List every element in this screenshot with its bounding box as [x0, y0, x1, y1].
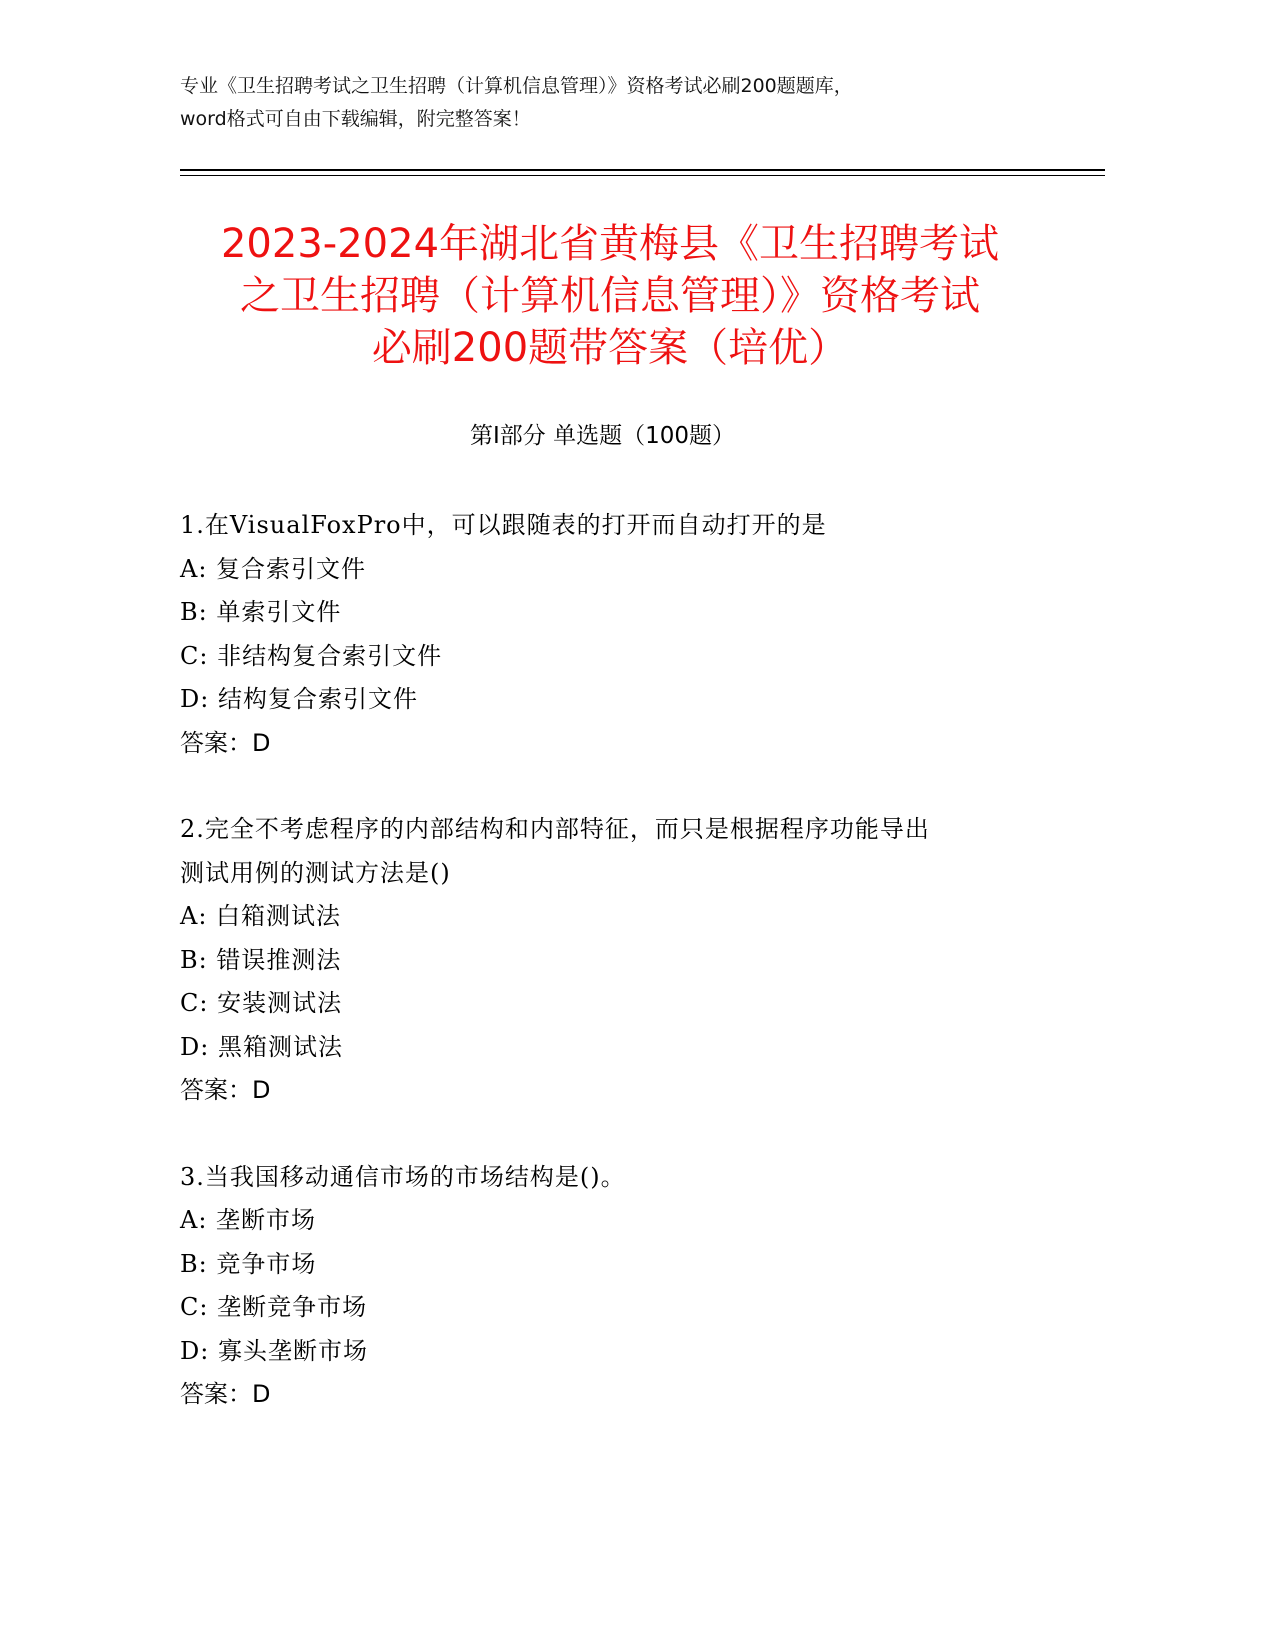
title-line-3: 必刷200题带答案（培优）	[371, 325, 849, 371]
header-divider-thick	[180, 169, 1105, 171]
header-divider-thin	[180, 175, 1105, 176]
option-b: B: 单索引文件	[180, 598, 342, 626]
option-d: D: 黑箱测试法	[180, 1032, 343, 1061]
option-a: A: 复合索引文件	[180, 554, 367, 583]
question-stem: 3.当我国移动通信市场的市场结构是()。	[180, 1162, 626, 1191]
option-c: C: 安装测试法	[180, 989, 343, 1017]
option-b: B: 竞争市场	[180, 1249, 317, 1278]
header-note-line-2: word格式可自由下载编辑，附完整答案！	[180, 108, 531, 130]
question-3	[180, 1156, 1060, 1417]
title-line-1: 2023-2024年湖北省黄梅县《卫生招聘考试	[220, 221, 1000, 267]
title-line-2: 之卫生招聘（计算机信息管理）》资格考试	[240, 273, 980, 319]
question-1	[180, 504, 1060, 765]
header-note	[180, 70, 1080, 136]
section-heading: 第Ⅰ部分 单选题（100题）	[470, 423, 735, 449]
option-d: D: 结构复合索引文件	[180, 685, 418, 713]
question-stem-continued: 测试用例的测试方法是()	[180, 858, 451, 887]
question-stem: 1.在VisualFoxPro中，可以跟随表的打开而自动打开的是	[180, 511, 827, 539]
question-list	[180, 504, 1060, 1460]
document-title	[170, 218, 1050, 374]
answer: 答案：D	[180, 1076, 271, 1104]
option-a: A: 白箱测试法	[180, 902, 342, 930]
question-stem: 2.完全不考虑程序的内部结构和内部特征，而只是根据程序功能导出	[180, 815, 930, 843]
header-note-line-1: 专业《卫生招聘考试之卫生招聘（计算机信息管理）》资格考试必刷200题题库，	[180, 75, 853, 97]
answer: 答案：D	[180, 1380, 271, 1408]
option-d: D: 寡头垄断市场	[180, 1336, 368, 1365]
question-2	[180, 808, 1060, 1113]
option-a: A: 垄断市场	[180, 1206, 317, 1234]
answer: 答案：D	[180, 728, 271, 757]
option-b: B: 错误推测法	[180, 945, 342, 974]
option-c: C: 垄断竞争市场	[180, 1293, 368, 1321]
option-c: C: 非结构复合索引文件	[180, 641, 443, 670]
